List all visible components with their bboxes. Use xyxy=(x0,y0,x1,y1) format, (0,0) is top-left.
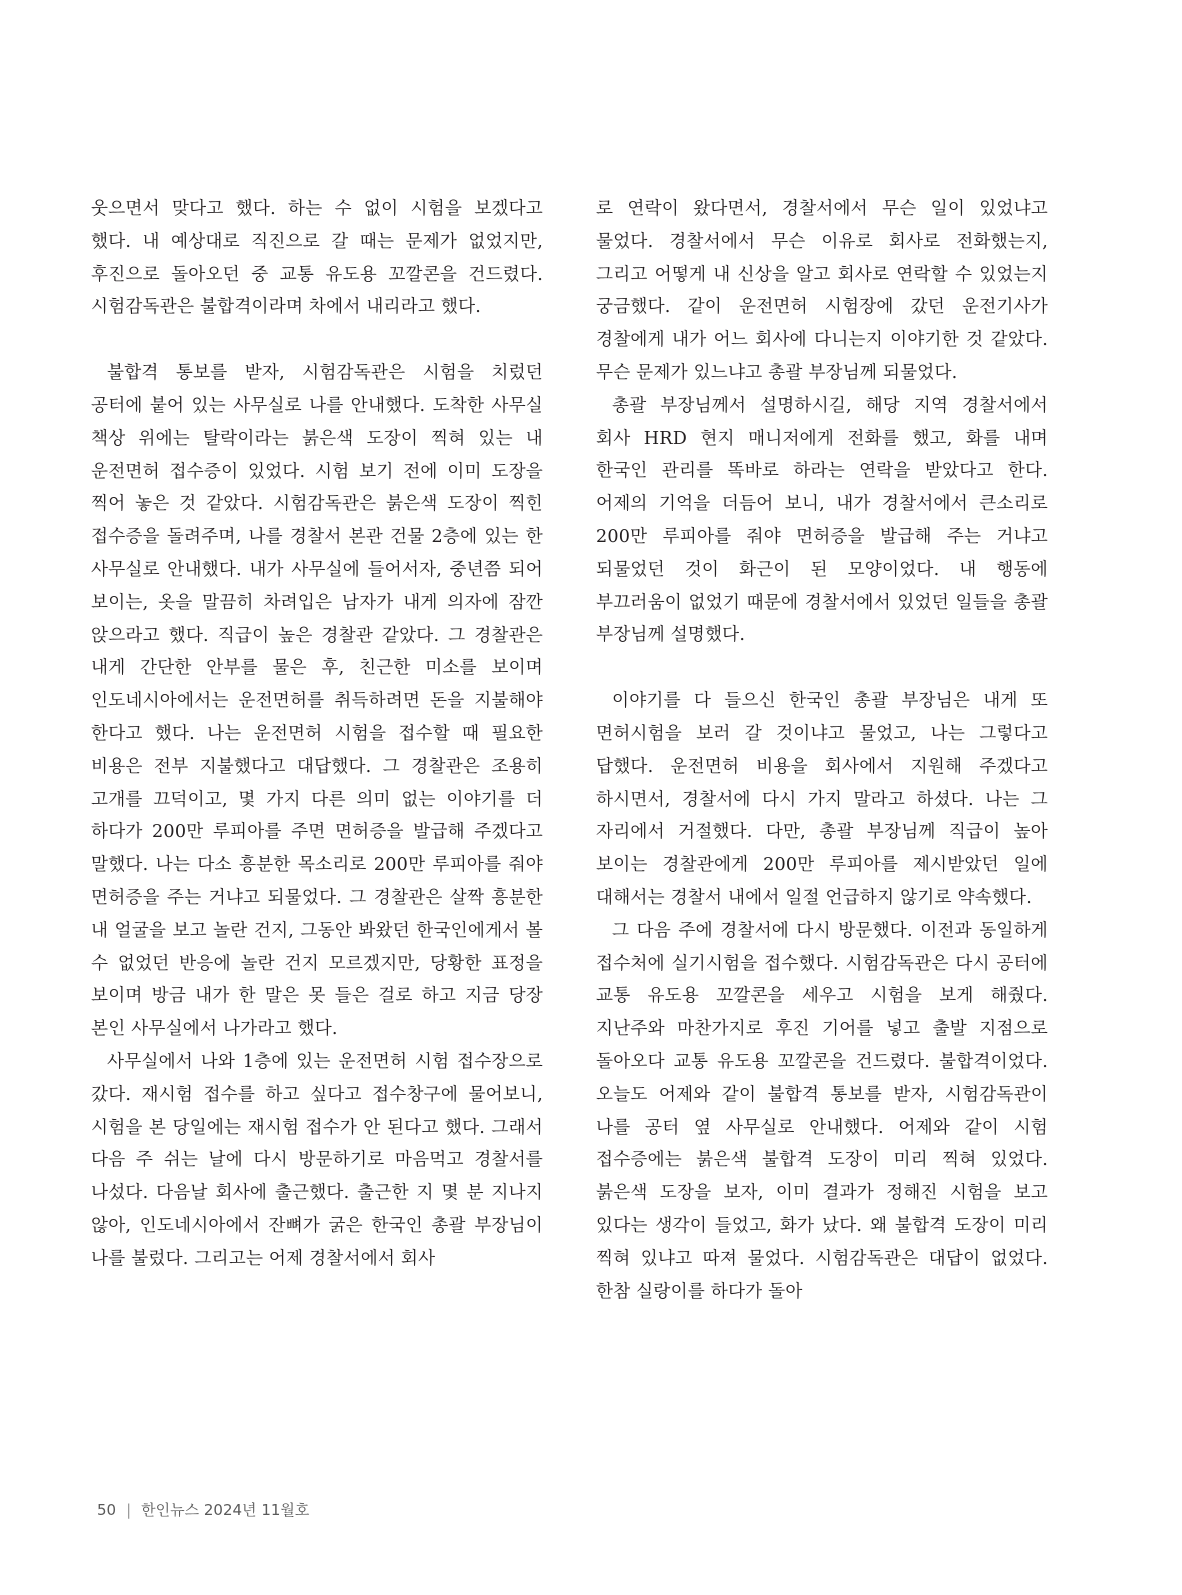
right-column xyxy=(596,193,1048,1308)
paragraph: 불합격 통보를 받자, 시험감독관은 시험을 치렀던 공터에 붙어 있는 사무실로 나를 안내했다. 도착한 사무실 책상 위에는 탈락이라는 붉은색 도장이 찍혀 있는 내 운전면허 접수증이 있었다. 시험 보기 전에 이미 도장을 찍어 놓은 것 같았다. 시험감독관은 붉은색 도장이 찍힌 접수증을 돌려주며, 나를 경찰서 본관 건물 2층에 있는 한 사무실로 안내했다. 내가 사무실에 들어서자, 중년쯤 되어 보이는, 옷을 말끔히 차려입은 남자가 내게 의자에 잠깐 앉으라고 했다. 직급이 높은 경찰관 같았다. 그 경찰관은 내게 간단한 안부를 물은 후, 친근한 미소를 보이며 인도네시아에서는 운전면허를 취득하려면 돈을 지불해야 한다고 했다. 나는 운전면허 시험을 접수할 때 필요한 비용은 전부 지불했다고 대답했다. 그 경찰관은 조용히 고개를 끄덕이고, 몇 가지 다른 의미 없는 이야기를 더 하다가 200만 루피아를 주면 면허증을 발급해 주겠다고 말했다. 나는 다소 흥분한 목소리로 200만 루피아를 줘야 면허증을 주는 거냐고 되물었다. 그 경찰관은 살짝 흥분한 내 얼굴을 보고 놀란 건지, 그동안 봐왔던 한국인에게서 볼 수 없었던 반응에 놀란 건지 모르겠지만, 당황한 표정을 보이며 방금 내가 한 말은 못 들은 걸로 하고 지금 당장 본인 사무실에서 나가라고 했다. xyxy=(91,363,543,1040)
left-column xyxy=(91,193,543,1276)
paragraph: 총괄 부장님께서 설명하시길, 해당 지역 경찰서에서 회사 HRD 현지 매니저에게 전화를 했고, 화를 내며 한국인 관리를 똑바로 하라는 연락을 받았다고 한다. 어제의 기억을 더듬어 보니, 내가 경찰서에서 큰소리로 200만 루피아를 줘야 면허증을 발급해 주는 거냐고 되물었던 것이 화근이 된 모양이었다. 내 행동에 부끄러움이 없었기 때문에 경찰서에서 있었던 일들을 총괄 부장님께 설명했다. xyxy=(596,395,1048,646)
footer-separator: | xyxy=(126,1501,132,1519)
paragraph: 이야기를 다 들으신 한국인 총괄 부장님은 내게 또 면허시험을 보러 갈 것이냐고 물었고, 나는 그렇다고 답했다. 운전면허 비용을 회사에서 지원해 주겠다고 하시면서, 경찰서에 다시 가지 말라고 하셨다. 나는 그 자리에서 거절했다. 다만, 총괄 부장님께 직급이 높아 보이는 경찰관에게 200만 루피아를 제시받았던 일에 대해서는 경찰서 내에서 일절 언급하지 않기로 약속했다. xyxy=(596,691,1048,908)
page-footer xyxy=(97,1499,309,1520)
paragraph: 웃으면서 맞다고 했다. 하는 수 없이 시험을 보겠다고 했다. 내 예상대로 직진으로 갈 때는 문제가 없었지만, 후진으로 돌아오던 중 교통 유도용 꼬깔콘을 건드렸다. 시험감독관은 불합격이라며 차에서 내리라고 했다. xyxy=(91,199,543,318)
paragraph: 그 다음 주에 경찰서에 다시 방문했다. 이전과 동일하게 접수처에 실기시험을 접수했다. 시험감독관은 다시 공터에 교통 유도용 꼬깔콘을 세우고 시험을 보게 해줬다. 지난주와 마찬가지로 후진 기어를 넣고 출발 지점으로 돌아오다 교통 유도용 꼬깔콘을 건드렸다. 불합격이었다. 오늘도 어제와 같이 불합격 통보를 받자, 시험감독관이 나를 공터 옆 사무실로 안내했다. 어제와 같이 시험 접수증에는 붉은색 불합격 도장이 미리 찍혀 있었다. 붉은색 도장을 보자, 이미 결과가 정해진 시험을 보고 있다는 생각이 들었고, 화가 났다. 왜 불합격 도장이 미리 찍혀 있냐고 따져 물었다. 시험감독관은 대답이 없었다. 한참 실랑이를 하다가 돌아 xyxy=(596,920,1048,1302)
paragraph: 로 연락이 왔다면서, 경찰서에서 무슨 일이 있었냐고 물었다. 경찰서에서 무슨 이유로 회사로 전화했는지, 그리고 어떻게 내 신상을 알고 회사로 연락할 수 있었는지 궁금했다. 같이 운전면허 시험장에 갔던 운전기사가 경찰에게 내가 어느 회사에 다니는지 이야기한 것 같았다. 무슨 문제가 있느냐고 총괄 부장님께 되물었다. xyxy=(596,199,1048,383)
publication-info: 한인뉴스 2024년 11월호 xyxy=(141,1501,310,1519)
page-number: 50 xyxy=(97,1501,117,1519)
paragraph: 사무실에서 나와 1층에 있는 운전면허 시험 접수장으로 갔다. 재시험 접수를 하고 싶다고 접수창구에 물어보니, 시험을 본 당일에는 재시험 접수가 안 된다고 했다. 그래서 다음 주 쉬는 날에 다시 방문하기로 마음먹고 경찰서를 나섰다. 다음날 회사에 출근했다. 출근한 지 몇 분 지나지 않아, 인도네시아에서 잔뼈가 굵은 한국인 총괄 부장님이 나를 불렀다. 그리고는 어제 경찰서에서 회사 xyxy=(91,1051,543,1269)
